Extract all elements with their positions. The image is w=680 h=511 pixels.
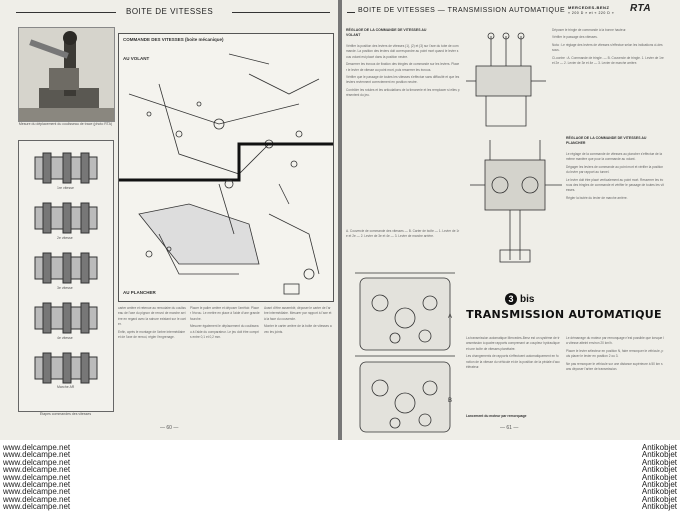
left-header: BOITE DE VITESSES bbox=[122, 7, 217, 16]
header-rule-left bbox=[16, 12, 116, 13]
section3-number-badge: 3 bbox=[505, 293, 517, 305]
shift-linkage-drawing bbox=[119, 34, 333, 301]
watermark-right-text: Antikobjet bbox=[641, 487, 677, 497]
housing-diagram bbox=[350, 258, 462, 438]
watermark-right-text: Antikobjet bbox=[641, 502, 677, 511]
watermark-left-text: www.delcampe.net bbox=[3, 502, 71, 511]
right-text-col2-top: Déposer le tringle de commande à la bonne hauteur. Vérifier le passage des vitesses. Nota : Le réglage des leviers de vitesses s'effectue selon les indications ci-dessous. Ci-contre : A. Commande de tringle. — B. Couvercle de tringle. 1. Levier de 1re et 2e — 2. Levier de 3e et 4e — 3. Levier de marche arrière. bbox=[552, 28, 664, 66]
gear-label-3: 3e vitesse bbox=[57, 286, 73, 290]
watermark-left-text: www.delcampe.net bbox=[3, 472, 71, 482]
watermark-right-text: Antikobjet bbox=[641, 494, 677, 504]
section3-bis: bis bbox=[520, 294, 535, 305]
watermark-left-text: www.delcampe.net bbox=[3, 494, 71, 504]
watermark-right-text: Antikobjet bbox=[641, 480, 677, 489]
gear-positions-drawing bbox=[19, 141, 113, 403]
header-brand: MERCEDES-BENZ bbox=[568, 5, 610, 10]
header-rule-left-2 bbox=[232, 12, 330, 13]
gear-label-2: 2e vitesse bbox=[57, 236, 73, 240]
housing-label-b: B bbox=[448, 398, 453, 404]
watermark-right-text: Antikobjet bbox=[641, 465, 677, 475]
header-rule-right-1 bbox=[347, 12, 355, 13]
left-text-col1: carter arrière et retenue au renvoiaire du coulisseau de l'axe du pignon de renvoi de marche arrière en regard avec la rainure existant sur le carter. Enfin, après le montage de l'arbre intermédiaire et de l'axe de renvoi, régler l'engrenage. bbox=[118, 306, 186, 340]
right-header: BOITE DE VITESSES — TRANSMISSION AUTOMATIQUE bbox=[358, 7, 566, 14]
right-text-col3: La transmission automatique Mercedes-Benz est un système de transmission à quatre rapports comprenant un coupleur hydraulique et une boîte de vitesses planétaire. Les changements de rapports s'effectuent automatiquement en fonction de la vitesse du véhicule et de la position de la pédale d'accélérateur. bbox=[466, 336, 560, 370]
rta-logo: RTA bbox=[630, 3, 652, 14]
photo-caption: Mesure du déplacement du coulisseau de trace (photo RTA) bbox=[18, 122, 113, 126]
watermark-right-text: Antikobjet bbox=[641, 472, 677, 482]
label-au-plancher: AU PLANCHER bbox=[123, 290, 156, 295]
right-text-col4: Le démarrage du moteur par remorquage n'est possible que lorsque la vitesse atteint environ 20 km/h. Placer le levier sélecteur en position N, faire remorquer le véhicule, puis placer le levier en position 2 ou 3. Ne pas remorquer le véhicule sur une distance supérieure à 50 km sans déposer l'arbre de transmission. bbox=[566, 336, 664, 372]
header-models: « 200 D » et « 220 D » bbox=[568, 11, 615, 15]
left-text-col3: Avant d'être assemblé, déposer le carter de l'arbre intermédiaire. Mesurer par rapport à l'axe et à la face du couvercle. Monter le carter arrière de la boîte de vitesses avec les joints. bbox=[264, 306, 332, 334]
shift-linkage-drawing-right bbox=[466, 26, 546, 138]
right-text-col2: Le réglage de la commande de vitesses au plancher s'effectue de la même manière que pour la commande au volant. Dégager les leviers de commande au point mort et vérifier la position du levier par rapport au tunnel. Le levier doit être placé verticalement au point mort. Resserrer les écrous des tringles de commande et vérifier le passage de toutes les vitesses. Régler la butée du levier de marche arrière. bbox=[566, 152, 664, 200]
shift-control-diagram bbox=[118, 33, 334, 302]
right-page-number: — 61 — bbox=[500, 425, 519, 431]
gearbox-photo bbox=[18, 27, 115, 122]
diagram-title: COMMANDE DES VITESSES (boite mécanique) bbox=[123, 37, 224, 42]
right-text-col1: Vérifier la position des leviers de vitesses (1), (2) et (3) sur l'axe du tube de commande. La position des leviers doit correspondre au point mort quand le levier sous volant est placé dans la position neutre. Desserrer les écrous de fixation des tringles de commande sur les leviers. Placer le levier de vitesse au point mort, puis resserrer les écrous. Vérifier que le passage de toutes les vitesses s'effectue sans difficulté et que les leviers reviennent correctement en position neutre. Contrôler les rotules et les articulations de la timonerie et les remplacer si elles présentent du jeu. bbox=[346, 44, 460, 98]
gear-panel-caption: Étapes commandes des vitesses bbox=[39, 412, 92, 416]
gear-label-reverse: Marche AR bbox=[57, 385, 75, 389]
watermark-left-text: www.delcampe.net bbox=[3, 457, 71, 467]
left-page-number: — 60 — bbox=[160, 425, 179, 431]
section3-subtitle: Lancement du moteur par remorquage bbox=[466, 414, 527, 418]
watermark-right-text: Antikobjet bbox=[641, 443, 677, 452]
watermark-left-text: www.delcampe.net bbox=[3, 480, 71, 489]
watermark-left-text: www.delcampe.net bbox=[3, 443, 71, 452]
watermark-left-text: www.delcampe.net bbox=[3, 465, 71, 475]
section1-title: RÉGLAGE DE LA COMMANDE DE VITESSES AU VOLANT bbox=[346, 28, 427, 37]
left-text-col2: Placer le palier arrière et déposer l'arrêtoir. Placer l'écrou. Le mettre en place à l'aide d'une grande fourche. Mesurer également le déplacement du coulisseau à l'aide du comparateur. Le jeu doit être compris entre 0,1 et 0,2 mm. bbox=[190, 306, 260, 340]
legend-text: A. Couvercle de commande des vitesses — B. Carter de boîte — 1. Levier de 1re et 2e — 2. Levier de 3e et 4e — 3. Levier de marche arrière. bbox=[346, 229, 460, 239]
gear-label-1: 1re vitesse bbox=[57, 186, 74, 190]
gear-positions-panel bbox=[18, 140, 114, 412]
gear-label-4: 4e vitesse bbox=[57, 336, 73, 340]
label-au-volant: AU VOLANT bbox=[123, 56, 150, 61]
gearbox-section-drawing bbox=[470, 140, 562, 270]
housing-label-a: A bbox=[448, 314, 453, 320]
section2-title: RÉGLAGE DE LA COMMANDE DE VITESSES AU PLANCHER bbox=[566, 136, 647, 145]
watermark-left-text: www.delcampe.net bbox=[3, 487, 71, 497]
watermark-right-text: Antikobjet bbox=[641, 450, 677, 460]
watermark-right-text: Antikobjet bbox=[641, 457, 677, 467]
section3-title: TRANSMISSION AUTOMATIQUE bbox=[466, 308, 662, 321]
watermark-left-text: www.delcampe.net bbox=[3, 450, 71, 460]
